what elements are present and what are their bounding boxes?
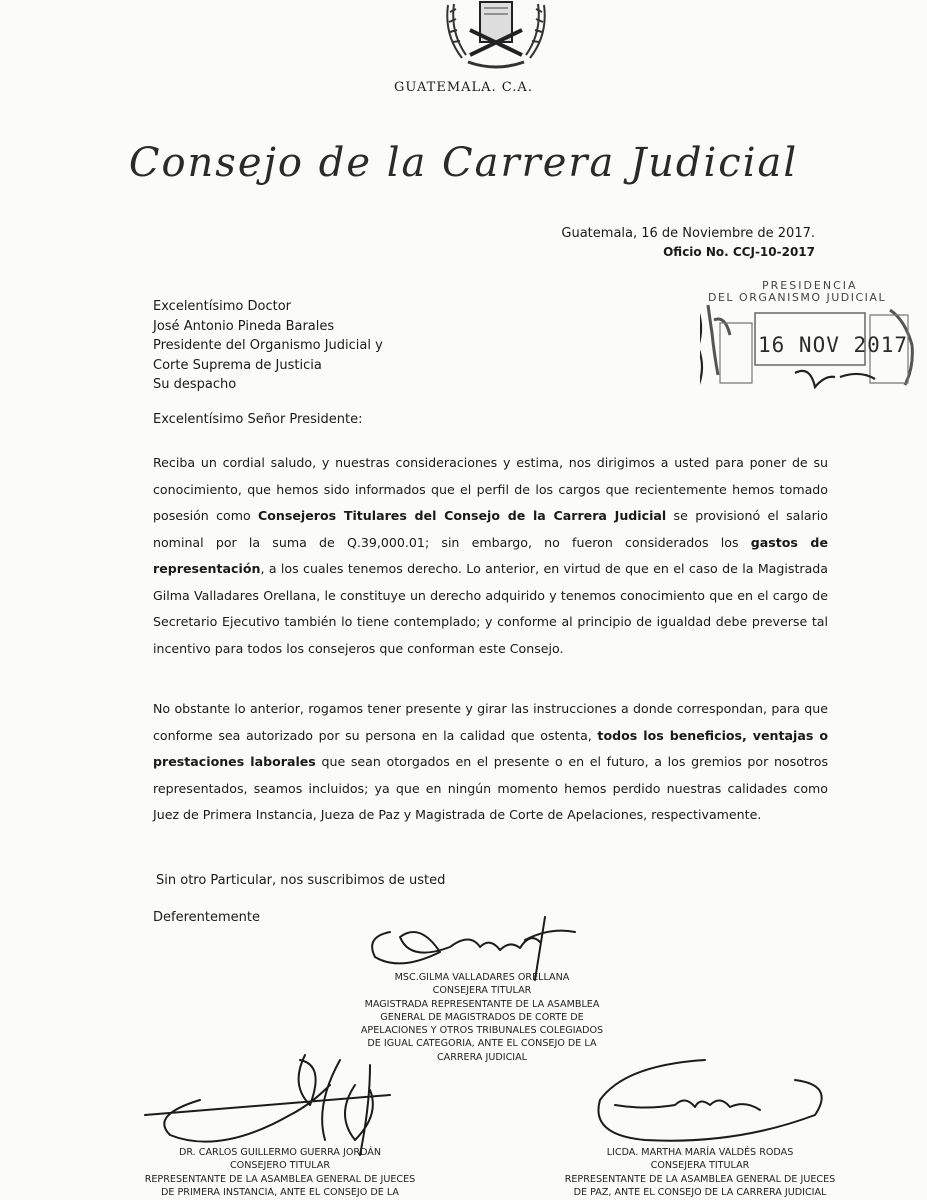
signatory-desc: DE IGUAL CATEGORIA, ANTE EL CONSEJO DE LA bbox=[367, 1038, 597, 1050]
addressee-block bbox=[153, 297, 383, 395]
p1-text: Reciba un cordial saludo, y nuestras consideraciones y estima, nos dirigimos a usted para poner de su conocimiento, que hemos sido informados que el perfil de los cargos que recientemente hemos tomado posesión como bbox=[153, 455, 828, 523]
body-paragraph-1 bbox=[153, 450, 828, 662]
letterhead-country: GUATEMALA. C.A. bbox=[394, 80, 533, 95]
p1-bold-expenses: gastos de representación bbox=[153, 534, 828, 576]
closing-line: Sin otro Particular, nos suscribimos de usted bbox=[156, 873, 446, 888]
letterhead-institution: Consejo de la Carrera Judicial bbox=[128, 140, 799, 186]
signatory-name: DR. CARLOS GUILLERMO GUERRA JORDÁN bbox=[178, 1147, 382, 1158]
signatory-desc: MAGISTRADA REPRESENTANTE DE LA ASAMBLEA bbox=[364, 998, 600, 1010]
signatory-role: CONSEJERA TITULAR bbox=[650, 1160, 750, 1172]
signatory-desc: APELACIONES Y OTROS TRIBUNALES COLEGIADOS bbox=[360, 1025, 604, 1037]
p1-text: se provisionó el salario nominal por la suma de Q.39,000.01; sin embargo, no fueron considerados los bbox=[153, 508, 828, 550]
addressee-line: Corte Suprema de Justicia bbox=[153, 357, 322, 373]
oficio-number: Oficio No. CCJ-10-2017 bbox=[663, 245, 815, 259]
signatory-desc: REPRESENTANTE DE LA ASAMBLEA GENERAL DE JUECES bbox=[144, 1173, 416, 1185]
coat-of-arms-emblem bbox=[440, 0, 552, 70]
stamp-organismo: DEL ORGANISMO JUDICIAL bbox=[708, 291, 887, 304]
addressee-line: Presidente del Organismo Judicial y bbox=[153, 338, 383, 353]
signatory-role: CONSEJERA TITULAR bbox=[432, 985, 532, 997]
p2-text: que sean otorgados en el presente o en el futuro, a los gremios por nosotros representados, seamos incluidos; ya que en ningún momento hemos perdido nuestras calidades como Juez de Primera Instancia, Jueza de Paz y Magistrada de Corte de Apelaciones, respectivamente. bbox=[153, 754, 829, 822]
p1-text: , a los cuales tenemos derecho. Lo anterior, en virtud de que en el caso de la Magistrada Gilma Valladares Orellana, le constituye un derecho adquirido y tenemos conocimiento que en el cargo de Secretario Ejecutivo también lo tiene contemplado; y conforme al principio de igualdad debe preverse tal incentivo para todos los consejeros que conforman este Consejo. bbox=[153, 561, 828, 656]
stamp-presidencia: PRESIDENCIA bbox=[762, 279, 858, 292]
letter-date: Guatemala, 16 de Noviembre de 2017. bbox=[561, 226, 815, 241]
addressee-line: Su despacho bbox=[153, 377, 237, 392]
signatory-desc: DE PRIMERA INSTANCIA, ANTE EL CONSEJO DE LA bbox=[161, 1186, 399, 1198]
body-paragraph-2 bbox=[153, 696, 828, 829]
signatory-desc: DE PAZ, ANTE EL CONSEJO DE LA CARRERA JUDICIAL bbox=[573, 1186, 827, 1198]
signatory-desc: REPRESENTANTE DE LA ASAMBLEA GENERAL DE JUECES bbox=[564, 1173, 836, 1185]
signatory-desc: GENERAL DE MAGISTRADOS DE CORTE DE bbox=[380, 1011, 584, 1023]
stamp-date: 16 NOV 2017 bbox=[758, 333, 909, 357]
p2-bold-benefits: todos los beneficios, ventajas o prestaciones laborales bbox=[153, 727, 828, 769]
regards-line: Deferentemente bbox=[153, 910, 260, 925]
signatory-name: MSC.GILMA VALLADARES ORELLANA bbox=[394, 972, 570, 983]
salutation: Excelentísimo Señor Presidente: bbox=[153, 412, 363, 427]
addressee-line: Excelentísimo Doctor bbox=[153, 299, 292, 314]
addressee-line: José Antonio Pineda Barales bbox=[153, 318, 335, 334]
p2-text: No obstante lo anterior, rogamos tener presente y girar las instrucciones a donde correspondan, para que conforme sea autorizado por su persona en la calidad que ostenta, bbox=[153, 701, 828, 743]
signatory-desc: CARRERA JUDICIAL bbox=[436, 1051, 528, 1063]
signature-valdes bbox=[585, 1055, 845, 1150]
signatory-valladares bbox=[312, 971, 652, 1064]
signatory-guerra bbox=[110, 1146, 450, 1199]
signatory-valdes bbox=[530, 1146, 870, 1199]
signatory-name: LICDA. MARTHA MARÍA VALDÉS RODAS bbox=[606, 1147, 794, 1158]
p1-bold-title: Consejeros Titulares del Consejo de la Carrera Judicial bbox=[258, 508, 667, 523]
signatory-role: CONSEJERO TITULAR bbox=[229, 1160, 331, 1172]
